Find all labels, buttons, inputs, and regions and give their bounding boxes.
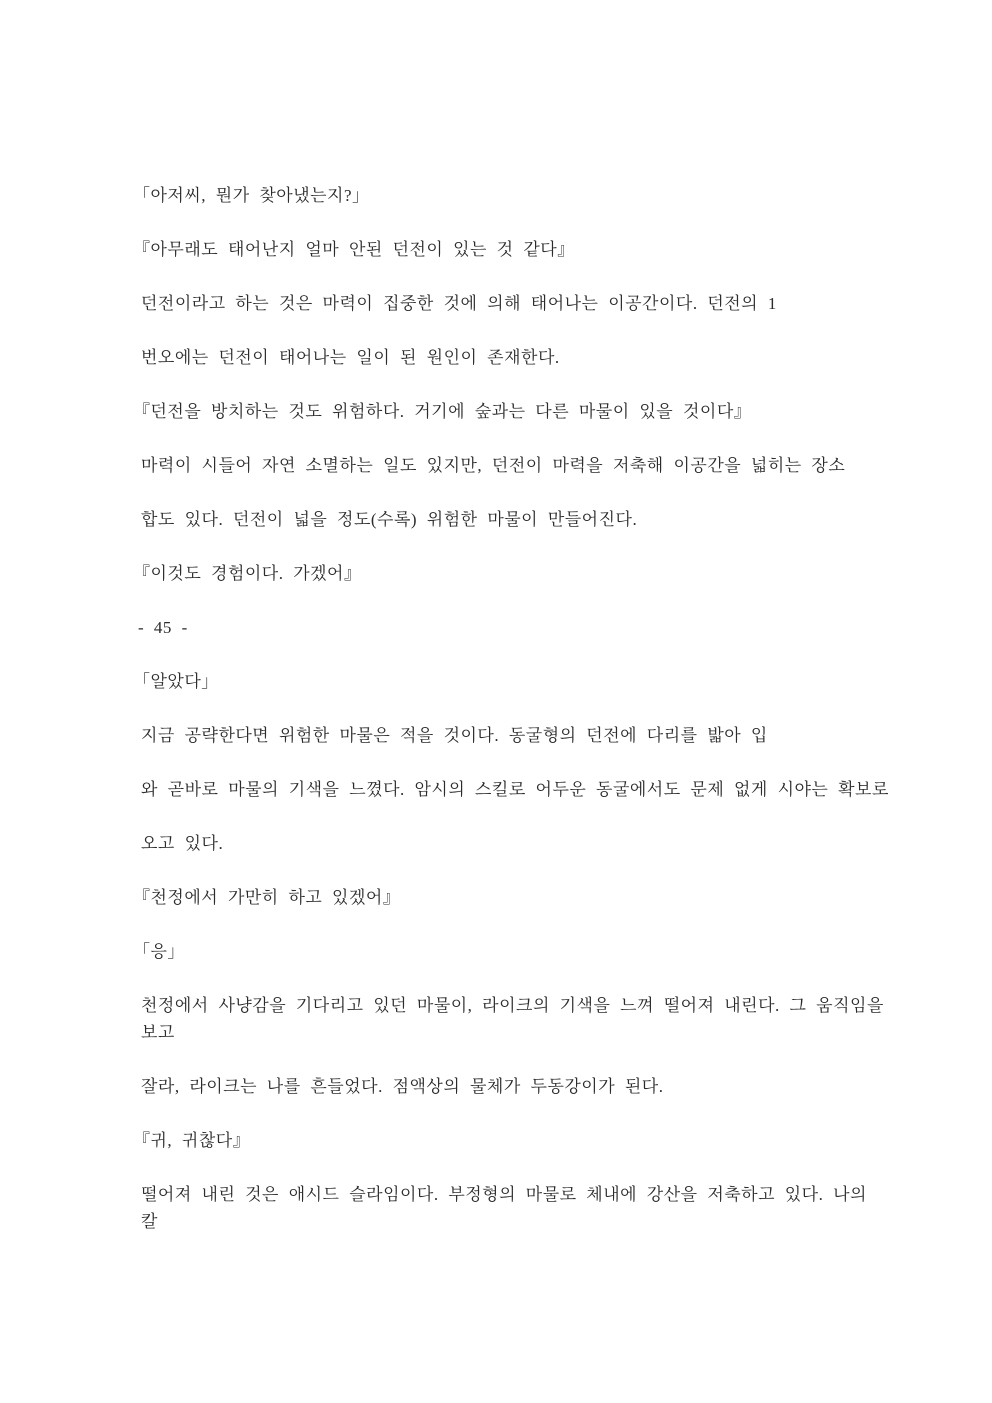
inner-monologue-line: 『던전을 방치하는 것도 위험하다. 거기에 숲과는 다른 마물이 있을 것이다』 — [133, 402, 752, 421]
page-number: - 45 - — [138, 618, 188, 637]
continuation-line: 칼 — [141, 1212, 158, 1231]
narration-line: 와 곧바로 마물의 기색을 느꼈다. 암시의 스킬로 어두운 동굴에서도 문제 없게 시야는 확보로 — [141, 780, 889, 799]
narration-line: 잘라, 라이크는 나를 흔들었다. 점액상의 물체가 두동강이가 된다. — [141, 1077, 664, 1096]
inner-monologue-line: 『이것도 경험이다. 가겠어』 — [133, 564, 362, 583]
continuation-line: 보고 — [141, 1023, 175, 1042]
narration-line: 오고 있다. — [141, 834, 224, 853]
dialogue-line: 「아저씨, 뭔가 찾아냈는지?」 — [133, 186, 370, 205]
narration-line: 합도 있다. 던전이 넓을 정도(수록) 위험한 마물이 만들어진다. — [141, 510, 638, 529]
inner-monologue-line: 『아무래도 태어난지 얼마 안된 던전이 있는 것 같다』 — [133, 240, 575, 259]
inner-monologue-line: 『천정에서 가만히 하고 있겠어』 — [133, 888, 401, 907]
narration-line: 번오에는 던전이 태어나는 일이 된 원인이 존재한다. — [141, 348, 560, 367]
dialogue-line: 「응」 — [133, 942, 185, 961]
dialogue-line: 「알았다」 — [133, 672, 219, 691]
narration-line: 천정에서 사냥감을 기다리고 있던 마물이, 라이크의 기색을 느껴 떨어져 내린다. 그 움직임을 — [141, 996, 884, 1015]
inner-monologue-line: 『귀, 귀찮다』 — [133, 1131, 251, 1150]
narration-line: 마력이 시들어 자연 소멸하는 일도 있지만, 던전이 마력을 저축해 이공간을 넓히는 장소 — [141, 456, 846, 475]
narration-line: 지금 공략한다면 위험한 마물은 적을 것이다. 동굴형의 던전에 다리를 밟아 입 — [141, 726, 768, 745]
narration-line: 떨어져 내린 것은 애시드 슬라임이다. 부정형의 마물로 체내에 강산을 저축하고 있다. 나의 — [141, 1185, 867, 1204]
narration-line: 던전이라고 하는 것은 마력이 집중한 것에 의해 태어나는 이공간이다. 던전의 1 — [141, 294, 777, 313]
